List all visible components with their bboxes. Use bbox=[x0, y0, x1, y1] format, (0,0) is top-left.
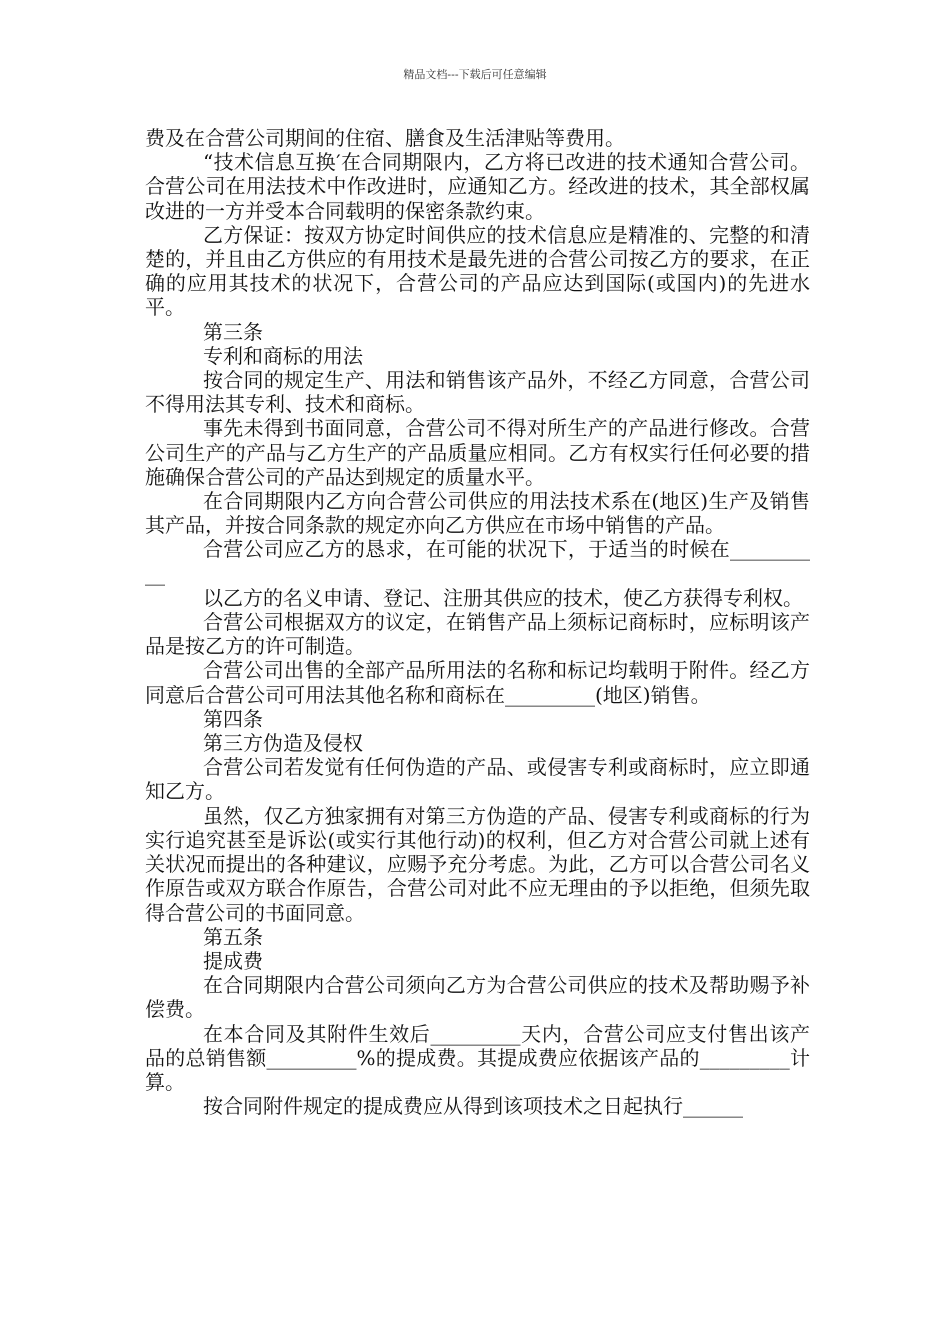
paragraph: 在本合同及其附件生效后_________天内，合营公司应支付售出该产品的总销售额_________%的提成费。其提成费应依据该产品的_________计算。 bbox=[145, 1021, 810, 1094]
paragraph: 虽然，仅乙方独家拥有对第三方伪造的产品、侵害专利或商标的行为实行追究甚至是诉讼(或实行其他行动)的权利，但乙方对合营公司就上述有关状况而提出的各种建议，应赐予充分考虑。为此，乙方可以合营公司名义作原告或双方联合作原告，合营公司对此不应无理由的予以拒绝，但须先取得合营公司的书面同意。 bbox=[145, 803, 810, 925]
paragraph: 在合同期限内乙方向合营公司供应的用法技术系在(地区)生产及销售其产品，并按合同条款的规定亦向乙方供应在市场中销售的产品。 bbox=[145, 489, 810, 538]
paragraph: 费及在合营公司期间的住宿、膳食及生活津贴等费用。 bbox=[145, 126, 625, 150]
paragraph: “技术信息互换′在合同期限内，乙方将已改进的技术通知合营公司。合营公司在用法技术中作改进时，应通知乙方。经改进的技术，其全部权属改进的一方并受本合同载明的保密条款约束。 bbox=[145, 150, 810, 223]
paragraph: 事先未得到书面同意，合营公司不得对所生产的产品进行修改。合营公司生产的产品与乙方生产的产品质量应相同。乙方有权实行任何必要的措施确保合营公司的产品达到规定的质量水平。 bbox=[145, 416, 810, 489]
document-body bbox=[145, 126, 810, 1118]
paragraph: 以乙方的名义申请、登记、注册其供应的技术，使乙方获得专利权。 bbox=[203, 585, 803, 610]
article-heading: 第四条 bbox=[203, 706, 263, 731]
article-heading: 第五条 bbox=[203, 924, 263, 949]
paragraph: 乙方保证：按双方协定时间供应的技术信息应是精准的、完整的和清楚的，并且由乙方供应的有用技术是最先进的合营公司按乙方的要求，在正确的应用其技术的状况下，合营公司的产品应达到国际(或国内)的先进水平。 bbox=[145, 222, 810, 320]
paragraph: 合营公司若发觉有任何伪造的产品、或侵害专利或商标时，应立即通知乙方。 bbox=[145, 755, 810, 804]
paragraph: 合营公司应乙方的恳求，在可能的状况下，于适当的时候在__________ bbox=[145, 537, 810, 586]
section-title: 专利和商标的用法 bbox=[203, 343, 363, 368]
paragraph: 按合同的规定生产、用法和销售该产品外，不经乙方同意，合营公司不得用法其专利、技术和商标。 bbox=[145, 368, 810, 417]
article-heading: 第三条 bbox=[203, 319, 263, 344]
paragraph: 合营公司出售的全部产品所用法的名称和标记均载明于附件。经乙方同意后合营公司可用法其他名称和商标在_________(地区)销售。 bbox=[145, 658, 810, 707]
section-title: 第三方伪造及侵权 bbox=[203, 731, 363, 756]
paragraph: 按合同附件规定的提成费应从得到该项技术之日起执行______ bbox=[203, 1094, 743, 1119]
paragraph: 在合同期限内合营公司须向乙方为合营公司供应的技术及帮助赐予补偿费。 bbox=[145, 973, 810, 1022]
paragraph: 合营公司根据双方的议定，在销售产品上须标记商标时，应标明该产品是按乙方的许可制造。 bbox=[145, 610, 810, 659]
section-title: 提成费 bbox=[203, 948, 263, 973]
page-header: 精品文档---下载后可任意编辑 bbox=[403, 68, 547, 81]
